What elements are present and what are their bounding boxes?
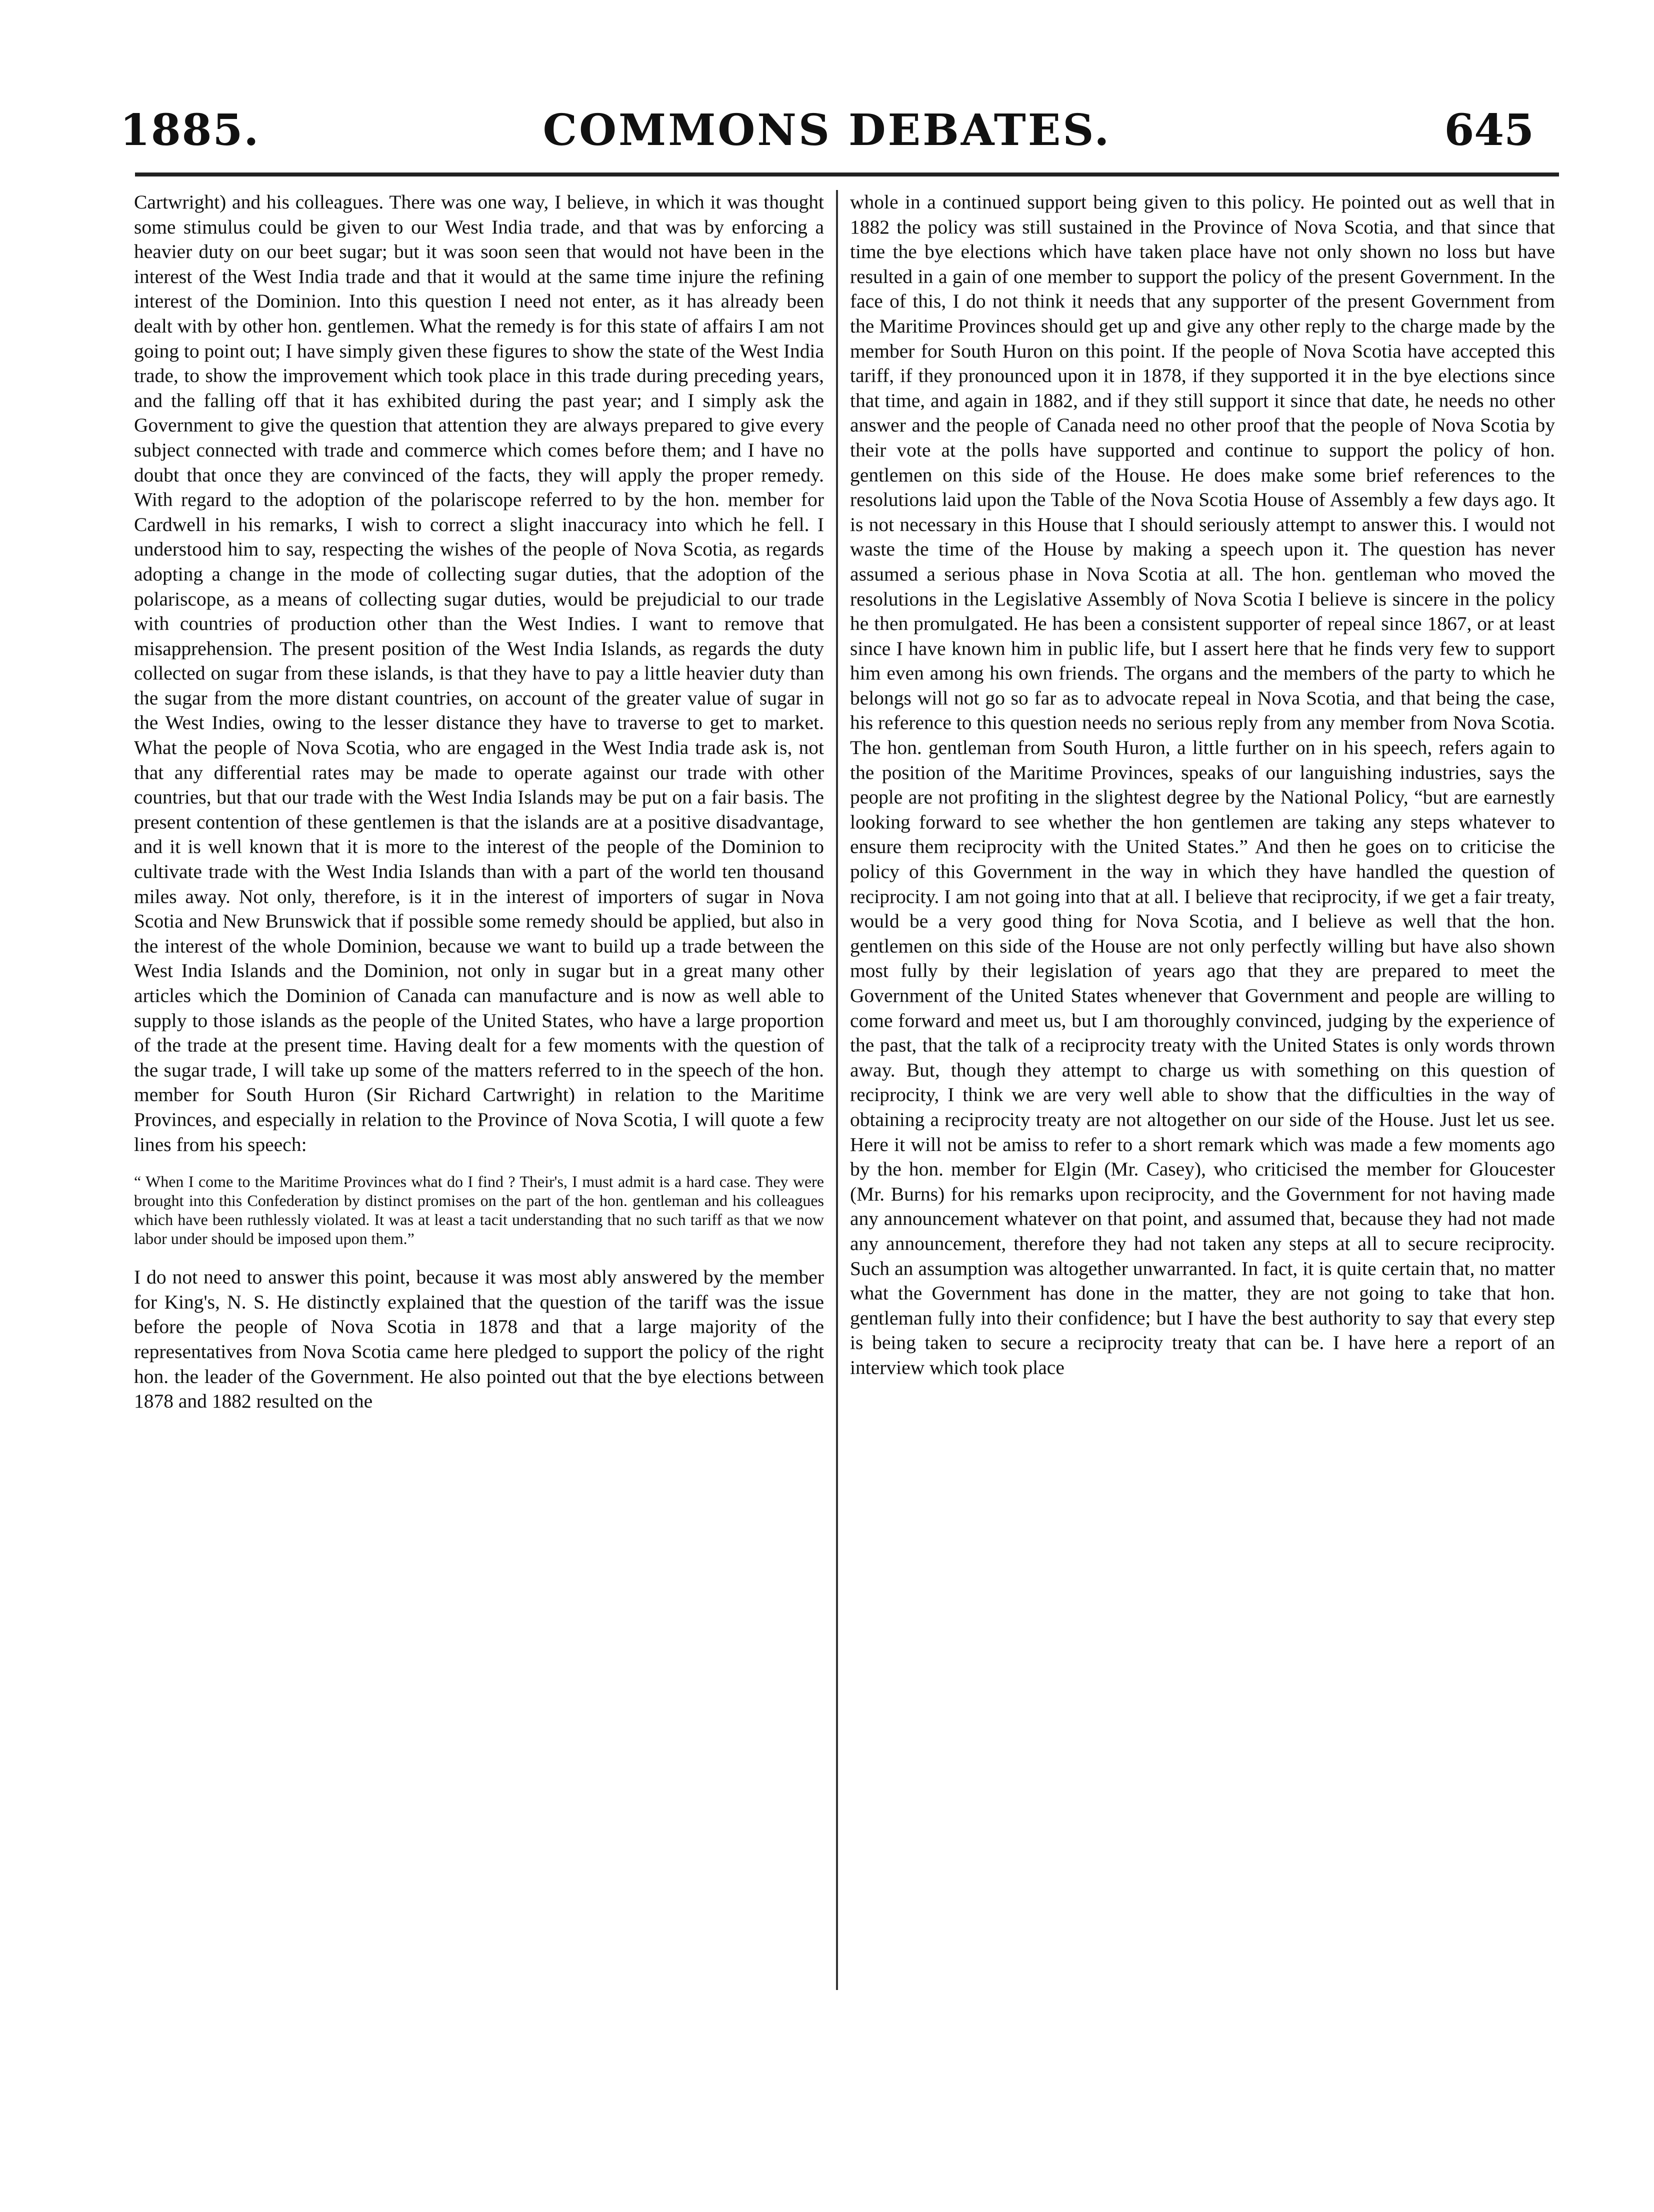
- left-quote: “ When I come to the Maritime Provinces what do I find ? Their's, I must admit is a hard case. They were brought into this Confederation by distinct promises on the part of the hon. gentleman and his colleagues which have been ruthlessly violated. It was at least a tacit understanding that no such tariff as that we now labor under should be imposed upon them.”: [134, 1172, 824, 1248]
- header-title: COMMONS DEBATES.: [542, 105, 1112, 156]
- page-header: [120, 100, 1534, 165]
- header-year: 1885.: [120, 105, 260, 156]
- right-column: [850, 190, 1555, 1380]
- header-page-number: 645: [1444, 105, 1534, 156]
- left-column: [134, 190, 824, 1414]
- left-paragraph-1: Cartwright) and his colleagues. There was one way, I believe, in which it was thought some stimulus could be given to our West India trade, and that was by enforcing a heavier duty on our beet sugar; but it was soon seen that would not have been in the interest of the West India trade and that it would at the same time injure the refining interest of the Dominion. Into this question I need not enter, as it has already been dealt with by other hon. gentlemen. What the remedy is for this state of affairs I am not going to point out; I have simply given these figures to show the state of the West India trade, to show the improvement which took place in this trade during preceding years, and the falling off that it has exhibited during the past year; and I simply ask the Government to give the question that attention they are always prepared to give every subject connected with trade and commerce which comes before them; and I have no doubt that once they are convinced of the facts, they will apply the proper remedy. With regard to the adoption of the polariscope referred to by the hon. member for Cardwell in his remarks, I wish to correct a slight inaccuracy into which he fell. I understood him to say, respecting the wishes of the people of Nova Scotia, as regards adopting a change in the mode of collecting sugar duties, that the adoption of the polariscope, as a means of collecting sugar duties, would be prejudicial to our trade with countries of production other than the West Indies. I want to remove that misapprehension. The present position of the West India Islands, as regards the duty collected on sugar from these islands, is that they have to pay a little heavier duty than the sugar from the more distant countries, on account of the greater value of sugar in the West Indies, owing to the lesser distance they have to traverse to get to market. What the people of Nova Scotia, who are engaged in the West India trade ask is, not that any differential rates may be made to operate against our trade with other countries, but that our trade with the West India Islands may be put on a fair basis. The present contention of these gentlemen is that the islands are at a positive disadvantage, and it is well known that it is more to the interest of the people of the Dominion to cultivate trade with the West India Islands than with a part of the world ten thousand miles away. Not only, therefore, is it in the interest of importers of sugar in Nova Scotia and New Brunswick that if possible some remedy should be applied, but also in the interest of the whole Dominion, because we want to build up a trade between the West India Islands and the Dominion, not only in sugar but in a great many other articles which the Dominion of Canada can manufacture and is now as well able to supply to those islands as the people of the United States, who have a large proportion of the trade at the present time. Having dealt for a few moments with the question of the sugar trade, I will take up some of the matters referred to in the speech of the hon. member for South Huron (Sir Richard Cartwright) in relation to the Maritime Provinces, and especially in relation to the Province of Nova Scotia, I will quote a few lines from his speech:: [134, 191, 824, 1156]
- header-rule: [135, 172, 1559, 176]
- right-paragraph-1: whole in a continued support being given to this policy. He pointed out as well that in 1882 the policy was still sustained in the Province of Nova Scotia, and that since that time the bye elections which have taken place have not only shown no loss but have resulted in a gain of one member to support the policy of the present Government. In the face of this, I do not think it needs that any supporter of the present Government from the Maritime Provinces should get up and give any other reply to the charge made by the member for South Huron on this point. If the people of Nova Scotia have accepted this tariff, if they pronounced upon it in 1878, if they supported it in the bye elections since that time, and again in 1882, and if they still support it since that date, he needs no other answer and the people of Canada need no other proof that the people of Nova Scotia by their vote at the polls have supported and continue to support the policy of hon. gentlemen on this side of the House. He does make some brief references to the resolutions laid upon the Table of the Nova Scotia House of Assembly a few days ago. It is not necessary in this House that I should seriously attempt to answer this. I would not waste the time of the House by making a speech upon it. The question has never assumed a serious phase in Nova Scotia at all. The hon. gentleman who moved the resolutions in the Legislative Assembly of Nova Scotia I believe is sincere in the policy he then promulgated. He has been a consistent supporter of repeal since 1867, or at least since I have known him in public life, but I assert here that he finds very few to support him even among his own friends. The organs and the members of the party to which he belongs will not go so far as to advocate repeal in Nova Scotia, and that being the case, his reference to this question needs no serious reply from any member from Nova Scotia. The hon. gentleman from South Huron, a little further on in his speech, refers again to the position of the Maritime Provinces, speaks of our languishing industries, says the people are not profiting in the slightest degree by the National Policy, “but are earnestly looking forward to see whether the hon gentlemen are taking any steps whatever to ensure them reciprocity with the United States.” And then he goes on to criticise the policy of this Government in the way in which they have handled the question of reciprocity. I am not going into that at all. I believe that reciprocity, if we get a fair treaty, would be a very good thing for Nova Scotia, and I believe as well that the hon. gentlemen on this side of the House are not only perfectly willing but have also shown most fully by their legislation of years ago that they are prepared to meet the Government of the United States whenever that Government and people are willing to come forward and meet us, but I am thoroughly convinced, judging by the experience of the past, that the talk of a reciprocity treaty with the United States is only words thrown away. But, though they attempt to charge us with something on this question of reciprocity, I think we are very well able to show that the difficulties in the way of obtaining a reciprocity treaty are not altogether on our side of the House. Just let us see. Here it will not be amiss to refer to a short remark which was made a few moments ago by the hon. member for Elgin (Mr. Casey), who criticised the member for Gloucester (Mr. Burns) for his remarks upon reciprocity, and the Government for not having made any announcement whatever on that point, and assumed that, because they had not made any announcement, therefore they had not taken any steps at all to secure reciprocity. Such an assumption was altogether unwarranted. In fact, it is quite certain that, no matter what the Government has done in the matter, they are not going to take that hon. gentleman fully into their confidence; but I have the best authority to say that every step is being taken to secure a reciprocity treaty that can be. I have here a report of an interview which took place: [850, 191, 1555, 1378]
- left-paragraph-2: I do not need to answer this point, because it was most ably answered by the member for King's, N. S. He distinctly explained that the question of the tariff was the issue before the people of Nova Scotia in 1878 and that a large majority of the representatives from Nova Scotia came here pledged to support the policy of the right hon. the leader of the Government. He also pointed out that the bye elections between 1878 and 1882 resulted on the: [134, 1266, 824, 1412]
- column-divider: [836, 190, 838, 1990]
